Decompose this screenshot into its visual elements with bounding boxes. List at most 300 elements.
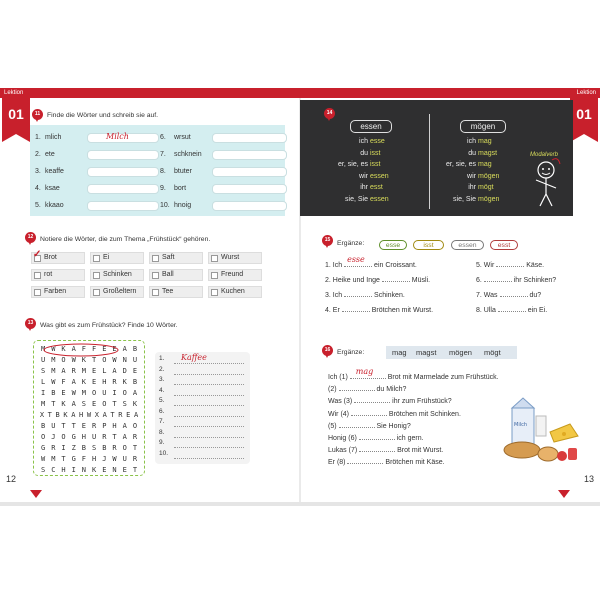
word-search-letter: U <box>102 389 107 397</box>
word-search-letter: E <box>126 411 131 419</box>
pronoun: wir <box>467 172 476 180</box>
blank-field[interactable] <box>359 434 395 440</box>
word-search-letter: W <box>112 356 117 364</box>
word-search-letter: I <box>71 466 76 474</box>
word-search-letter: R <box>92 422 97 430</box>
word-search-letter: K <box>81 378 87 386</box>
answer-number: 7. <box>159 418 165 425</box>
fill-in-sentence <box>328 446 443 454</box>
checkbox[interactable] <box>152 255 159 262</box>
answer-field[interactable] <box>212 201 287 211</box>
word-search-letter: E <box>132 367 138 375</box>
pronoun: du <box>360 149 368 157</box>
word-search-letter: I <box>40 389 46 397</box>
word-search-letter: R <box>118 411 123 419</box>
word-search-letter: O <box>102 400 107 408</box>
answer-line[interactable] <box>159 354 249 364</box>
word-search-letter: H <box>92 455 97 463</box>
word-search-letter: E <box>112 345 117 353</box>
fill-in-sentence <box>476 276 556 284</box>
word-search-letter: O <box>102 356 107 364</box>
answer-field[interactable] <box>87 201 159 211</box>
checkbox[interactable] <box>211 272 218 279</box>
fill-in-sentence <box>325 255 417 269</box>
row-number: 10. <box>160 202 170 209</box>
answer-line[interactable] <box>159 375 249 385</box>
exercise-11-row <box>35 150 155 162</box>
word-search-letter: A <box>122 433 127 441</box>
answer-field[interactable] <box>87 133 159 143</box>
exercise-11-row <box>35 201 155 213</box>
pronoun: er, sie, es <box>446 161 476 168</box>
sentence-number: 5. <box>476 262 482 269</box>
sentence-start: (5) <box>328 422 337 430</box>
row-number: 2. <box>35 151 41 158</box>
option-moegen: mögen <box>449 348 472 357</box>
blank-field[interactable] <box>342 306 370 312</box>
word-search-grid <box>33 340 145 476</box>
lektion-label-left: Lektion <box>4 90 24 96</box>
blank-field[interactable] <box>344 291 372 297</box>
answer-line[interactable] <box>159 407 249 417</box>
row-number: 3. <box>35 168 41 175</box>
fill-in-sentence <box>476 291 541 299</box>
word-search-letter: A <box>133 411 139 419</box>
blank-field[interactable] <box>354 397 390 403</box>
word-search-letter: M <box>51 367 56 375</box>
word-search-letter: E <box>61 389 66 397</box>
breakfast-word-option[interactable] <box>149 286 203 298</box>
word-search-letter: X <box>39 411 45 419</box>
sentence-end: du Milch? <box>376 386 407 394</box>
breakfast-word-option[interactable] <box>31 269 85 281</box>
corner-marker-right <box>558 490 570 498</box>
checkbox[interactable] <box>152 272 159 279</box>
word-search-letter: R <box>132 455 138 463</box>
bottom-band <box>0 502 600 506</box>
answer-field[interactable] <box>212 150 287 160</box>
sentence-end: Sie Honig? <box>376 422 411 430</box>
verb-form: esst <box>370 184 383 191</box>
word-search-letter: S <box>81 400 87 408</box>
breakfast-word-option[interactable] <box>149 269 203 281</box>
checkbox[interactable] <box>93 272 100 279</box>
word-search-letter: M <box>40 400 46 408</box>
exercise-16-instruction: Ergänze: <box>337 349 365 356</box>
word-search-letter: E <box>81 422 87 430</box>
answer-line[interactable] <box>159 396 249 406</box>
fill-in-sentence <box>328 385 406 393</box>
fill-in-sentence <box>325 306 433 314</box>
word-search-letter: W <box>51 345 56 353</box>
checkbox[interactable] <box>152 289 159 296</box>
answer-number: 3. <box>159 376 165 383</box>
blank-field[interactable] <box>339 422 375 428</box>
word-label: Brot <box>44 254 57 261</box>
word-search-letter: T <box>71 422 76 430</box>
exercise-12-instruction: Notiere die Wörter, die zum Thema „Frühstück“ gehören. <box>40 236 211 243</box>
sentence-end: du? <box>529 292 542 299</box>
scrambled-word: mlich <box>45 134 62 141</box>
word-search-letter: S <box>122 400 127 408</box>
word-label: Schinken <box>103 271 132 278</box>
pronoun: wir <box>359 172 368 180</box>
word-search-letter: S <box>92 444 97 452</box>
blank-field[interactable] <box>351 410 387 416</box>
checkbox[interactable] <box>93 289 100 296</box>
word-label: Großeltern <box>103 288 137 295</box>
breakfast-word-option[interactable] <box>90 269 144 281</box>
sentence-start: Was (3) <box>328 398 353 406</box>
word-search-letter: W <box>51 378 56 386</box>
word-search-letter: F <box>81 455 87 463</box>
word-label: rot <box>44 271 53 278</box>
sentence-end: ihr zum Frühstück? <box>392 398 452 406</box>
answer-line[interactable] <box>159 449 249 459</box>
word-search-letter: K <box>132 400 138 408</box>
exercise-11-instruction: Finde die Wörter und schreib sie auf. <box>47 112 159 119</box>
word-search-letter: M <box>81 367 87 375</box>
word-search-letter: A <box>112 367 117 375</box>
dotted-line <box>174 458 244 459</box>
word-search-letter: B <box>102 444 107 452</box>
answer-number: 8. <box>159 428 165 436</box>
sentence-number: 2. <box>325 277 331 284</box>
verb-form: essen <box>370 195 389 203</box>
breakfast-word-option[interactable] <box>149 252 203 264</box>
word-search-letter: B <box>132 345 138 353</box>
word-search-letter: T <box>51 400 56 408</box>
sentence-number: 1. <box>325 262 331 269</box>
answer-line[interactable] <box>159 438 249 448</box>
word-search-letter: A <box>102 411 107 419</box>
breakfast-word-option[interactable] <box>208 286 262 298</box>
word-search-letter: H <box>79 411 84 419</box>
exercise-11-panel <box>30 125 285 216</box>
word-search-letter: T <box>47 411 52 419</box>
word-search-letter: K <box>63 411 68 419</box>
word-label: Kuchen <box>221 288 245 295</box>
word-search-letter: B <box>55 411 60 419</box>
word-search-circle <box>34 341 146 477</box>
sentence-end: Brot mit Wurst. <box>397 447 444 455</box>
fill-in-sentence <box>328 367 499 381</box>
word-search-letter: K <box>92 466 97 474</box>
blank-field[interactable] <box>498 306 526 312</box>
pronoun: ich <box>467 138 476 145</box>
sentence-start: Was <box>483 292 498 299</box>
page-number-right: 13 <box>583 474 594 484</box>
word-search-letter: J <box>51 433 56 441</box>
option-moegt: mögt <box>484 348 501 357</box>
page-number-left: 12 <box>6 474 17 484</box>
answer-line[interactable] <box>159 365 249 375</box>
breakfast-word-option[interactable] <box>208 269 262 281</box>
chalk-divider <box>429 114 430 209</box>
blank-field[interactable] <box>339 385 375 391</box>
word-search-letter: H <box>61 466 66 474</box>
word-search-letter: F <box>92 345 97 353</box>
blank-field[interactable] <box>496 261 524 267</box>
verb-option-pill: esse <box>379 240 407 250</box>
milk-label: Milch <box>514 422 528 428</box>
sentence-end: ihr Schinken? <box>513 277 557 284</box>
breakfast-word-option[interactable] <box>31 286 85 298</box>
answer-field[interactable] <box>212 167 287 177</box>
answer-field[interactable] <box>87 150 159 160</box>
word-search-letter: W <box>86 411 92 419</box>
word-search-letter: A <box>71 400 76 408</box>
blank-field[interactable] <box>350 367 386 379</box>
word-search-letter: G <box>71 455 76 463</box>
sentence-start: Ich <box>332 262 343 269</box>
word-search-letter: K <box>81 356 87 364</box>
word-search-letter: O <box>122 444 127 452</box>
option-mag: mag <box>392 348 407 357</box>
row-number: 4. <box>35 185 41 192</box>
word-search-letter: T <box>112 400 117 408</box>
pronoun: ihr <box>468 184 476 191</box>
word-search-letter: O <box>122 389 127 397</box>
word-search-letter: W <box>71 356 76 364</box>
word-search-letter: A <box>71 411 76 419</box>
word-search-letter: R <box>112 378 117 386</box>
exercise-11-row <box>160 133 280 145</box>
word-search-letter: L <box>102 367 107 375</box>
fill-in-sentence <box>328 397 452 405</box>
word-label: Freund <box>221 271 244 278</box>
fill-in-sentence <box>325 291 405 299</box>
fill-in-sentence <box>328 410 461 418</box>
answer-line[interactable] <box>159 386 249 396</box>
word-search-letter: R <box>71 367 76 375</box>
scrambled-word: wrsut <box>174 134 191 141</box>
word-search-letter: H <box>81 433 87 441</box>
exercise-11-row <box>35 133 155 145</box>
sentence-start: Er <box>332 307 340 314</box>
word-search-letter: U <box>122 455 127 463</box>
breakfast-word-option[interactable] <box>90 252 144 264</box>
scrambled-word: keaffe <box>45 168 64 175</box>
blank-field[interactable] <box>382 276 410 282</box>
answer-number: 4. <box>159 386 165 394</box>
word-search-letter: K <box>122 378 127 386</box>
sentence-number: 8. <box>476 307 482 314</box>
breakfast-word-option[interactable] <box>31 249 85 264</box>
word-search-letter: B <box>40 422 46 430</box>
sentence-start: Lukas (7) <box>328 447 358 455</box>
sentence-start: Ich (1) <box>328 374 348 381</box>
word-search-letter: E <box>102 466 107 474</box>
sentence-start: Wir (4) <box>328 410 349 418</box>
verb-form: essen <box>370 172 389 180</box>
blank-field[interactable] <box>344 255 372 267</box>
word-search-letter: U <box>40 356 46 364</box>
word-search-letter: B <box>81 444 87 452</box>
word-search-letter: P <box>102 422 107 430</box>
word-search-letter: B <box>132 378 138 386</box>
word-search-letter: W <box>112 455 117 463</box>
word-search-letter: M <box>40 345 46 353</box>
answer-line[interactable] <box>159 417 249 427</box>
verb-form: mögen <box>478 172 500 180</box>
checkbox[interactable] <box>34 289 41 296</box>
fill-in-sentence <box>476 306 547 314</box>
exercise-16-badge: 16 <box>322 345 333 356</box>
sentence-end: Brötchen mit Wurst. <box>371 307 434 314</box>
word-label: Saft <box>162 254 175 261</box>
scrambled-word: schknein <box>174 151 202 158</box>
word-search-letter: F <box>61 378 66 386</box>
unit-tab-left: 01 <box>2 98 30 134</box>
verb-option-pill: isst <box>413 240 444 250</box>
word-label: Ei <box>103 254 110 261</box>
sentence-end: Müsli. <box>411 277 431 284</box>
word-label: Wurst <box>221 254 240 261</box>
word-search-letter: D <box>122 367 127 375</box>
breakfast-illustration <box>498 396 584 476</box>
word-search-letter: R <box>51 444 56 452</box>
word-search-letter: O <box>61 433 66 441</box>
option-magst: magst <box>416 348 437 357</box>
word-search-letter: H <box>102 378 107 386</box>
word-search-letter: O <box>132 422 138 430</box>
verb-form: magst <box>478 149 498 157</box>
sentence-end: Brötchen mit Schinken. <box>388 410 461 418</box>
verb-form: esse <box>370 138 385 145</box>
top-band <box>0 88 600 98</box>
sentence-start: Honig (6) <box>328 435 357 442</box>
blank-field[interactable] <box>500 291 528 297</box>
breakfast-word-option[interactable] <box>90 286 144 298</box>
sentence-number: 4. <box>325 307 331 314</box>
blank-field[interactable] <box>347 458 383 464</box>
row-number: 8. <box>160 168 166 175</box>
verb-option-pill: esst <box>490 240 518 250</box>
sentence-end: Brot mit Marmelade zum Frühstück. <box>387 374 499 381</box>
sentence-end: Schinken. <box>374 292 405 299</box>
exercise-15-instruction: Ergänze: <box>337 240 365 247</box>
chalkboard <box>300 100 573 216</box>
pronoun: du <box>468 149 476 157</box>
word-search-letter: N <box>122 356 127 364</box>
answer-field[interactable] <box>212 184 287 194</box>
fill-in-sentence <box>328 422 411 430</box>
word-search-letter: S <box>40 367 46 375</box>
fill-in-sentence <box>325 276 430 284</box>
sentence-start: Ich <box>332 292 343 299</box>
blank-field[interactable] <box>359 446 395 452</box>
word-search-letter: U <box>92 433 97 441</box>
word-search-letter: I <box>61 444 66 452</box>
checkbox[interactable] <box>211 289 218 296</box>
answer-number: 5. <box>159 397 165 404</box>
pronoun: sie, Sie <box>345 195 368 203</box>
scrambled-word: ete <box>45 151 55 158</box>
word-search-letter: E <box>92 378 97 386</box>
word-label: Farben <box>44 288 67 295</box>
word-search-letter: K <box>61 400 66 408</box>
word-search-letter: T <box>132 466 138 474</box>
word-search-letter: N <box>81 466 87 474</box>
moegen-title: mögen <box>460 120 506 133</box>
exercise-11-badge: 11 <box>32 109 43 120</box>
word-search-letter: L <box>40 378 46 386</box>
answer-number: 1. <box>159 355 165 362</box>
breakfast-word-option[interactable] <box>208 252 262 264</box>
word-search-letter: E <box>122 466 127 474</box>
answer-field[interactable] <box>87 167 159 177</box>
corner-marker-left <box>30 490 42 498</box>
fill-in-sentence <box>328 458 445 466</box>
word-search-letter: W <box>40 455 46 463</box>
checkbox[interactable] <box>93 255 100 262</box>
scrambled-word: ksae <box>45 185 60 192</box>
sentence-end: ein Croissant. <box>374 262 417 269</box>
exercise-11-row <box>160 167 280 179</box>
sentence-start: Wir <box>483 262 495 269</box>
answer-number: 9. <box>159 439 165 446</box>
checkbox[interactable] <box>211 255 218 262</box>
checkbox[interactable] <box>34 272 41 279</box>
exercise-13-instruction: Was gibt es zum Frühstück? Finde 10 Wörter. <box>40 322 178 329</box>
word-search-letter: E <box>92 400 97 408</box>
answer-field[interactable] <box>87 184 159 194</box>
sentence-start: Heike und Inge <box>332 277 380 284</box>
answer-line[interactable] <box>159 428 249 438</box>
word-search-letter: J <box>102 455 107 463</box>
exercise-14-badge: 14 <box>324 108 335 119</box>
exercise-11-row <box>160 150 280 162</box>
word-search-letter: R <box>102 433 107 441</box>
row-number: 9. <box>160 185 166 192</box>
word-search-letter: T <box>61 455 66 463</box>
unit-tab-right: 01 <box>570 98 598 134</box>
exercise-13-badge: 13 <box>25 318 36 329</box>
sentence-start: Ulla <box>483 307 496 314</box>
answer-text: mag <box>355 367 374 376</box>
word-label: Ball <box>162 271 174 278</box>
stick-figure-icon <box>532 158 566 210</box>
essen-title: essen <box>350 120 392 133</box>
verb-form: mögen <box>478 195 500 203</box>
word-search-letter: N <box>112 466 117 474</box>
sentence-number: 7. <box>476 292 482 299</box>
word-search-letter: A <box>61 367 66 375</box>
blank-field[interactable] <box>484 276 512 282</box>
word-search-letter: O <box>61 356 66 364</box>
word-search-letter: A <box>122 422 127 430</box>
sentence-end: Brötchen mit Käse. <box>385 459 445 467</box>
word-search-letter: E <box>92 367 97 375</box>
word-search-letter: M <box>81 389 87 397</box>
answer-text: Milch <box>106 132 129 141</box>
sentence-start: Er (8) <box>328 459 346 467</box>
answer-field[interactable] <box>212 133 287 143</box>
word-search-letter: U <box>51 422 56 430</box>
lektion-label-right: Lektion <box>576 90 596 96</box>
word-search-letter: M <box>51 356 56 364</box>
word-search-letter: E <box>102 345 107 353</box>
checkmark-icon: ✓ <box>33 249 42 260</box>
exercise-15-badge: 15 <box>322 235 333 246</box>
word-search-letter: B <box>51 389 56 397</box>
exercise-11-row <box>35 167 155 179</box>
answer-number: 6. <box>159 407 165 415</box>
modalverb-note: Modalverb <box>530 152 559 158</box>
exercise-13-answer-list <box>155 352 250 464</box>
word-search-letter: C <box>51 466 56 474</box>
